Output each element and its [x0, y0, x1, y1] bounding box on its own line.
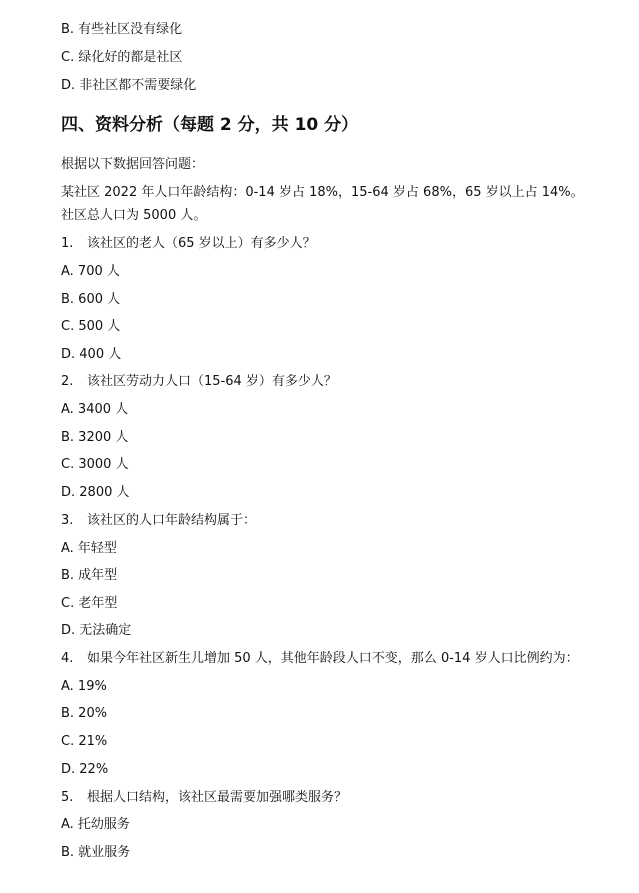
question-text: 根据人口结构，该社区最需要加强哪类服务？ [87, 790, 348, 805]
q1-option-b: B. 600 人 [61, 292, 121, 307]
prev-option-c: C. 绿化好的都是社区 [61, 50, 183, 65]
q1-option-a: A. 700 人 [61, 264, 120, 279]
data-description-line-2: 社区总人口为 5000 人。 [61, 208, 207, 223]
q1-option-c: C. 500 人 [61, 319, 121, 334]
question-number: 2. [61, 374, 74, 389]
section-title: 四、资料分析（每题 2 分，共 10 分） [61, 115, 359, 135]
q3-option-c: C. 老年型 [61, 596, 118, 611]
prev-option-d: D. 非社区都不需要绿化 [61, 78, 197, 93]
q4-option-a: A. 19% [61, 679, 107, 694]
question-text: 如果今年社区新生儿增加 50 人，其他年龄段人口不变，那么 0-14 岁人口比例约为： [87, 651, 579, 666]
question-1 [61, 235, 316, 253]
q5-option-a: A. 托幼服务 [61, 817, 130, 832]
question-2 [61, 373, 337, 391]
q4-option-b: B. 20% [61, 706, 108, 721]
question-5 [61, 789, 347, 807]
question-number: 5. [61, 790, 74, 805]
section-intro: 根据以下数据回答问题： [61, 157, 205, 172]
question-3 [61, 512, 256, 530]
question-text: 该社区的人口年龄结构属于： [87, 513, 257, 528]
question-text: 该社区劳动力人口（15-64 岁）有多少人？ [87, 374, 337, 389]
q2-option-a: A. 3400 人 [61, 402, 129, 417]
question-number: 3. [61, 513, 74, 528]
data-description-line-1: 某社区 2022 年人口年龄结构：0-14 岁占 18%，15-64 岁占 68%，65 岁以上占 14%。 [61, 185, 584, 200]
q3-option-a: A. 年轻型 [61, 541, 117, 556]
q5-option-b: B. 就业服务 [61, 845, 131, 860]
q4-option-d: D. 22% [61, 762, 109, 777]
question-text: 该社区的老人（65 岁以上）有多少人？ [87, 236, 316, 251]
q4-option-c: C. 21% [61, 734, 108, 749]
q3-option-d: D. 无法确定 [61, 623, 132, 638]
question-4 [61, 650, 579, 668]
q2-option-d: D. 2800 人 [61, 485, 130, 500]
question-number: 4. [61, 651, 74, 666]
prev-option-b: B. 有些社区没有绿化 [61, 22, 183, 37]
q2-option-c: C. 3000 人 [61, 457, 129, 472]
question-number: 1. [61, 236, 74, 251]
q2-option-b: B. 3200 人 [61, 430, 129, 445]
q3-option-b: B. 成年型 [61, 568, 118, 583]
q1-option-d: D. 400 人 [61, 347, 122, 362]
